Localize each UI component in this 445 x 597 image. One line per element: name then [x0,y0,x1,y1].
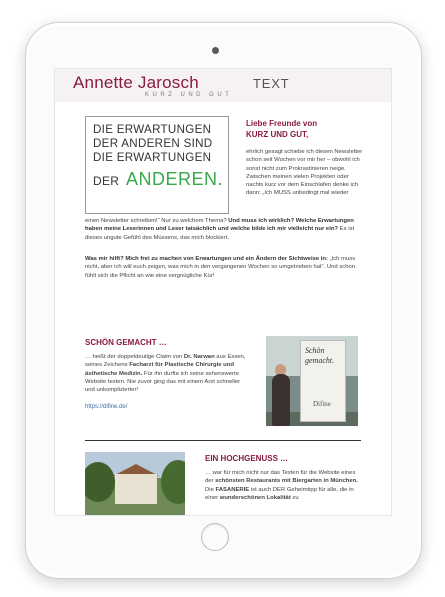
logo-suffix: TEXT [253,76,290,91]
paragraph-1 [85,217,363,242]
newsletter-screen [54,68,392,516]
section-2-text-c: ist auch DER Geheimtipp für alle, die in einer [205,486,354,501]
quote-line-4-prefix: DER [93,174,120,188]
poster-line-1: Schön [305,346,325,355]
logo-tagline: KURZ UND GUT [145,92,233,98]
quote-highlight: ANDEREN. [126,169,224,189]
tree-right [161,460,185,504]
paragraph-1-a: einen Newsletter schreiben!“ Nur zu welchem Thema? [85,218,229,224]
section-1-specialty: Facharzt für Plastische Chirurgie und ästhetische Medizin. [85,362,234,377]
quote-line-2: DER ANDEREN SIND [93,137,213,150]
quote-line-3: DIE ERWARTUNGEN [93,151,212,164]
newsletter-header [55,69,391,102]
difine-link[interactable]: https://difine.de/ [85,404,128,410]
greeting-heading [246,118,360,140]
section-2-fasanerie: FASANERIE [215,486,250,493]
section-2-text-a: … war für mich nicht nur das Texten für die Website eines der [205,470,356,485]
section-1-text [85,353,251,394]
quote-line-1: DIE ERWARTUNGEN [93,123,212,136]
restaurant-photo [85,452,185,515]
intro-text: ehrlich gesagt schiebe ich diesen Newsletter schon seit Wochen vor mir her – obwohl ich sonst nicht zum Prokrastinieren neige. Zwischen meinen vielen Projekten oder nachts kurz vor dem Einschlafen denke ich dann: „Ich MUSS unbedingt mal wieder [246,149,363,197]
section-2-text-b: Die [205,486,216,493]
section-1-title: SCHÖN GEMACHT … [85,338,167,347]
camera-icon [212,47,219,54]
paragraph-1-c: Es ist dieses ungute Gefühl des Müssens, das mich blockiert. [85,226,355,241]
person-figure [272,374,290,426]
section-1-doctor: Dr. Narwan [183,354,215,360]
newsletter-body [81,102,365,515]
house-facade [115,474,157,504]
section-1-text-a: … heißt der doppeldeutige Claim von [85,354,184,360]
poster-line-2: gemacht. [305,356,335,365]
greeting-line-2: KURZ UND GUT, [246,130,309,139]
section-2-text-d: zu [290,494,299,501]
paragraph-2-italic: will [123,264,132,271]
section-2-restaurant: schönsten Restaurants mit Biergarten in München. [215,478,358,485]
home-button[interactable] [201,523,229,551]
section-2-title: EIN HOCHGENUSS … [205,454,289,463]
logo-name: Annette Jarosch [73,73,199,92]
paragraph-2-bold: Was mir hilft? Mich frei zu machen von Erwartungen und ein Ändern der Sichtweise in: [85,256,328,262]
poster-photo [266,336,358,426]
section-divider [85,440,361,441]
paragraph-2-b: „Ich muss nicht, aber ich [85,256,356,271]
section-1-text-c: Für ihn durfte ich seine sehenswerte Website texten. Nie zuvor ging das mit einem Arzt schneller und unkomplizierter! [85,370,241,394]
quote-graphic [85,116,229,214]
paragraph-2 [85,255,363,280]
greeting-line-1: Liebe Freunde von [246,119,318,128]
tree-left [85,462,115,502]
paragraph-2-d: euch zeigen, was mich in den vergangenen Wochen so umgetrieben hat“. Und schon fühlt sich die Pflicht an wie eine vergnügliche Kür! [85,264,356,279]
section-2-location: wunderschönen Lokalität [219,494,291,501]
section-1-text-b: aus Essen, seines Zeichens [85,354,246,369]
section-2-text [205,469,363,502]
poster-brand: Difine [313,400,331,408]
paragraph-1-bold: Und muss ich wirklich? Welche Erwartungen haben meine Leserinnen und Leser tatsächlich und welche bilde ich mir vielleicht nur ein? [85,218,354,233]
